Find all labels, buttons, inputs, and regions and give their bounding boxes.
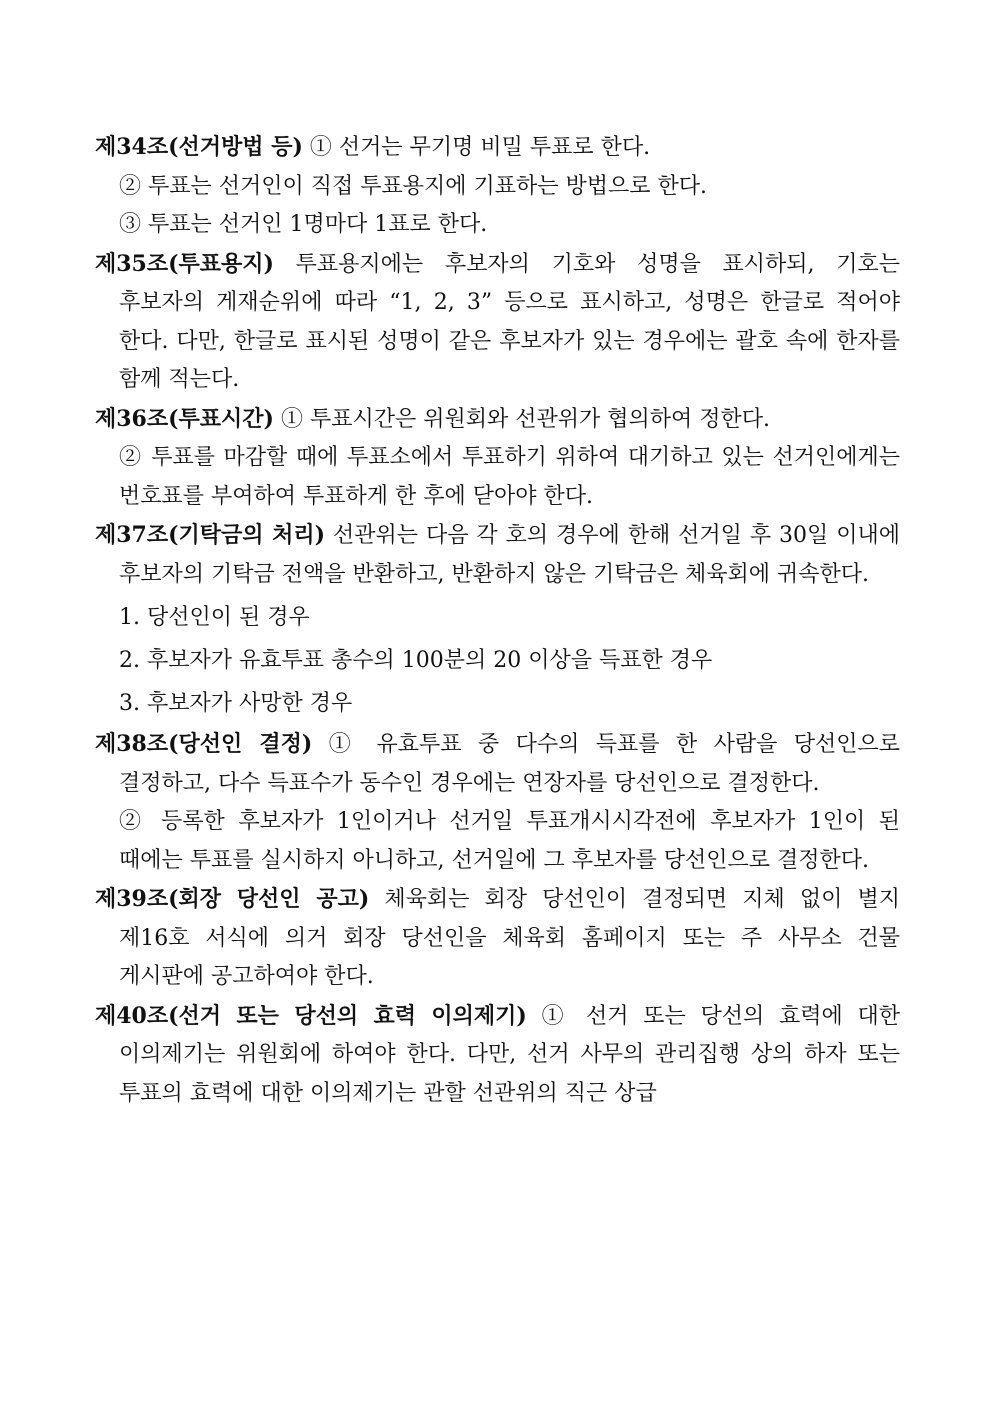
article-36 xyxy=(95,400,900,440)
article-39 xyxy=(95,880,900,997)
article-38-para-1: ① 유효투표 중 다수의 득표를 한 사람을 당선인으로 결정하고, 다수 득표수가 동수인 경우에는 연장자를 당선인으로 결정한다. xyxy=(119,732,900,796)
article-34-para-3: ③ 투표는 선거인 1명마다 1표로 한다. xyxy=(119,212,488,237)
article-35 xyxy=(95,245,900,400)
article-36-para-2: ② 투표를 마감할 때에 투표소에서 투표하기 위하여 대기하고 있는 선거인에게는 번호표를 부여하여 투표하게 한 후에 닫아야 한다. xyxy=(119,445,900,509)
article-35-body: 투표용지에는 후보자의 기호와 성명을 표시하되, 기호는 후보자의 게재순위에 따라 “1, 2, 3” 등으로 표시하고, 성명은 한글로 적어야 한다. 다만, 한글로 표시된 성명이 같은 후보자가 있는 경우에는 괄호 속에 한자를 함께 적는다. xyxy=(119,251,900,392)
article-39-heading: 제39조(회장 당선인 공고) xyxy=(95,886,370,912)
article-34 xyxy=(95,128,900,168)
article-38 xyxy=(95,725,900,803)
article-37-item-2: 2. 후보자가 유효투표 총수의 100분의 20 이상을 득표한 경우 xyxy=(119,648,713,673)
article-37-item-3: 3. 후보자가 사망한 경우 xyxy=(119,691,353,716)
article-40 xyxy=(95,997,900,1114)
article-36-heading: 제36조(투표시간) xyxy=(95,405,274,432)
article-38-para-2: ② 등록한 후보자가 1인이거나 선거일 투표개시시각전에 후보자가 1인이 된 때에는 투표를 실시하지 아니하고, 선거일에 그 후보자를 당선인으로 결정한다. xyxy=(119,809,900,873)
article-40-heading: 제40조(선거 또는 당선의 효력 이의제기) xyxy=(95,1002,527,1029)
article-39-body: 체육회는 회장 당선인이 결정되면 지체 없이 별지 제16호 서식에 의거 회장 당선인을 체육회 홈페이지 또는 주 사무소 건물 게시판에 공고하여야 한다. xyxy=(119,887,900,989)
article-37-body: 선관위는 다음 각 호의 경우에 한해 선거일 후 30일 이내에 후보자의 기탁금 전액을 반환하고, 반환하지 않은 기탁금은 체육회에 귀속한다. xyxy=(119,523,900,587)
article-37-item-1: 1. 당선인이 된 경우 xyxy=(119,605,310,630)
article-37 xyxy=(95,516,900,594)
article-34-para-1: ① 선거는 무기명 비밀 투표로 한다. xyxy=(302,135,651,160)
article-34-para-2: ② 투표는 선거인이 직접 투표용지에 기표하는 방법으로 한다. xyxy=(119,173,707,199)
document-page xyxy=(95,128,900,1113)
article-37-heading: 제37조(기탁금의 처리) xyxy=(95,522,326,548)
article-38-heading: 제38조(당선인 결정) xyxy=(95,731,313,757)
article-40-para-1: ① 선거 또는 당선의 효력에 대한 이의제기는 위원회에 하여야 한다. 다만, 선거 사무의 관리집행 상의 하자 또는 투표의 효력에 대한 이의제기는 관할 선관위의 직근 상급 xyxy=(119,1003,901,1106)
article-36-para-1: ① 투표시간은 위원회와 선관위가 협의하여 정한다. xyxy=(273,406,770,432)
article-34-heading: 제34조(선거방법 등) xyxy=(95,134,303,160)
article-35-heading: 제35조(투표용지) xyxy=(95,250,274,277)
